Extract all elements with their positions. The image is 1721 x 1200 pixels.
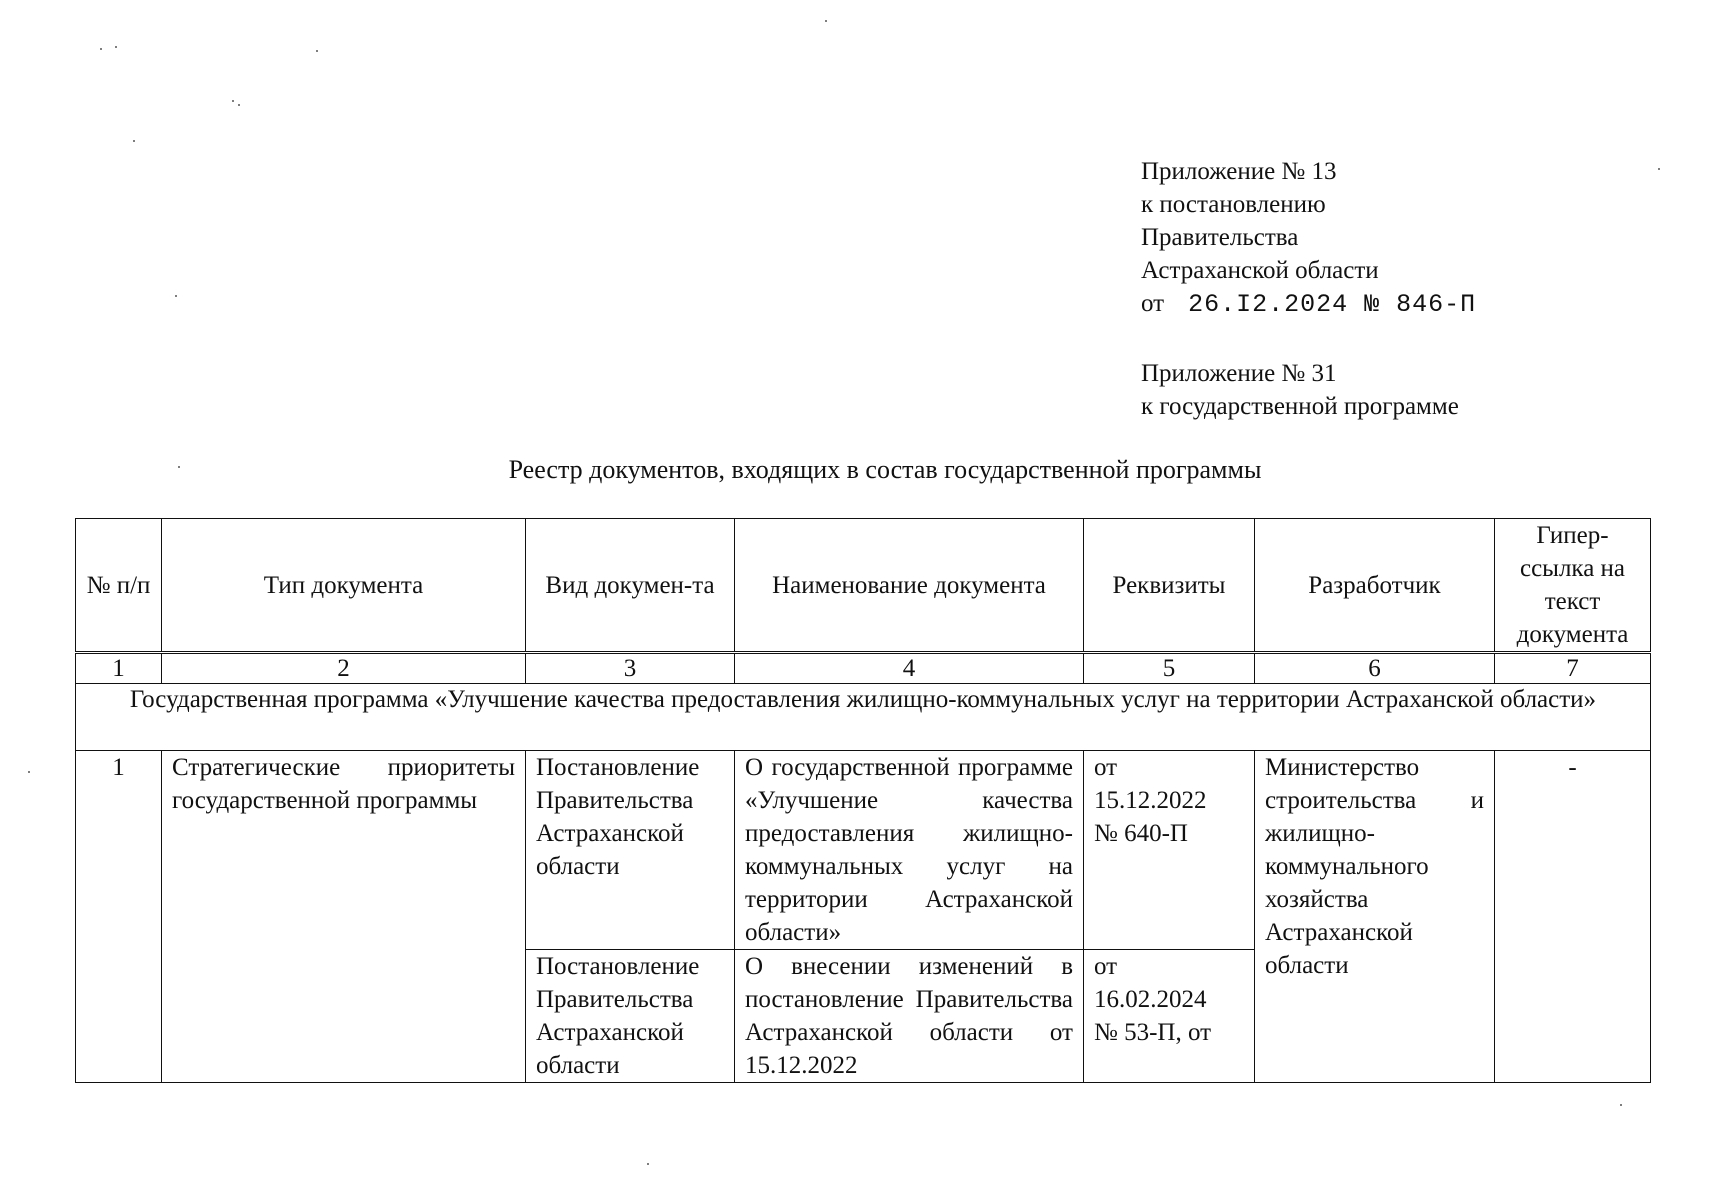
column-numbers-row bbox=[76, 653, 1651, 684]
header-hyperlink: Гипер-ссылка на текст документа bbox=[1495, 519, 1651, 653]
row-hyperlink: - bbox=[1495, 751, 1651, 1083]
annex-decree-number: Приложение № 13 bbox=[1141, 158, 1337, 185]
annex-program-number: Приложение № 31 bbox=[1141, 360, 1337, 387]
annex-decree-date-line bbox=[1141, 287, 1476, 321]
requisites-date: от 15.12.2022 bbox=[1094, 754, 1207, 814]
row-requisites bbox=[1084, 950, 1255, 1083]
header-type: Тип документа bbox=[162, 519, 526, 653]
annex-decree-block bbox=[1141, 155, 1476, 321]
annex-decree-region: Астраханской области bbox=[1141, 257, 1379, 284]
annex-decree-prefix: от bbox=[1141, 290, 1165, 317]
header-developer: Разработчик bbox=[1255, 519, 1495, 653]
annex-decree-to: к постановлению bbox=[1141, 191, 1326, 218]
scan-speck bbox=[1620, 1104, 1622, 1106]
row-document-kind: Постановление Правительства Астраханской области bbox=[526, 751, 735, 950]
scan-speck bbox=[133, 140, 135, 142]
scan-speck bbox=[100, 48, 102, 50]
column-number: 4 bbox=[735, 653, 1084, 684]
document-title: Реестр документов, входящих в состав государственной программы bbox=[508, 455, 1262, 484]
row-number: 1 bbox=[76, 751, 162, 1083]
requisites-date: от 16.02.2024 bbox=[1094, 953, 1207, 1013]
scan-speck bbox=[825, 20, 827, 22]
annex-program-block bbox=[1141, 357, 1459, 423]
section-row bbox=[76, 684, 1651, 751]
scan-speck bbox=[1658, 168, 1660, 170]
scan-speck bbox=[232, 100, 234, 102]
table-row bbox=[76, 751, 1651, 950]
header-requisites: Реквизиты bbox=[1084, 519, 1255, 653]
column-number: 3 bbox=[526, 653, 735, 684]
row-document-type: Стратегические приоритеты государственной программы bbox=[162, 751, 526, 1083]
header-row bbox=[76, 519, 1651, 653]
row-document-kind: Постановление Правительства Астраханской области bbox=[526, 950, 735, 1083]
annex-program-to: к государственной программе bbox=[1141, 393, 1459, 420]
column-number: 7 bbox=[1495, 653, 1651, 684]
header-number: № п/п bbox=[76, 519, 162, 653]
column-number: 1 bbox=[76, 653, 162, 684]
scan-speck bbox=[28, 771, 30, 773]
scan-speck bbox=[316, 50, 318, 52]
scan-speck bbox=[178, 466, 180, 468]
row-document-name: О внесении изменений в постановление Правительства Астраханской области от 15.12.2022 bbox=[735, 950, 1084, 1083]
scan-speck bbox=[238, 104, 240, 106]
column-number: 5 bbox=[1084, 653, 1255, 684]
annex-decree-stamp: 26.I2.2024 № 846-П bbox=[1188, 290, 1477, 319]
header-kind: Вид докумен-та bbox=[526, 519, 735, 653]
requisites-number: № 53-П, от bbox=[1094, 1019, 1212, 1046]
column-number: 2 bbox=[162, 653, 526, 684]
header-name: Наименование документа bbox=[735, 519, 1084, 653]
section-program-title: Государственная программа «Улучшение качества предоставления жилищно-коммунальных услуг на территории Астраханской области» bbox=[76, 684, 1651, 751]
scan-speck bbox=[647, 1163, 649, 1165]
scan-speck bbox=[115, 46, 117, 48]
row-requisites bbox=[1084, 751, 1255, 950]
requisites-number: № 640-П bbox=[1094, 820, 1188, 847]
row-document-name: О государственной программе «Улучшение качества предоставления жилищно-коммунальных услуг на территории Астраханской области» bbox=[735, 751, 1084, 950]
row-developer: Министерство строительства и жилищно-коммунального хозяйства Астраханской области bbox=[1255, 751, 1495, 1083]
scan-speck bbox=[175, 295, 177, 297]
column-number: 6 bbox=[1255, 653, 1495, 684]
registry-table bbox=[75, 518, 1651, 1083]
annex-decree-government: Правительства bbox=[1141, 224, 1299, 251]
